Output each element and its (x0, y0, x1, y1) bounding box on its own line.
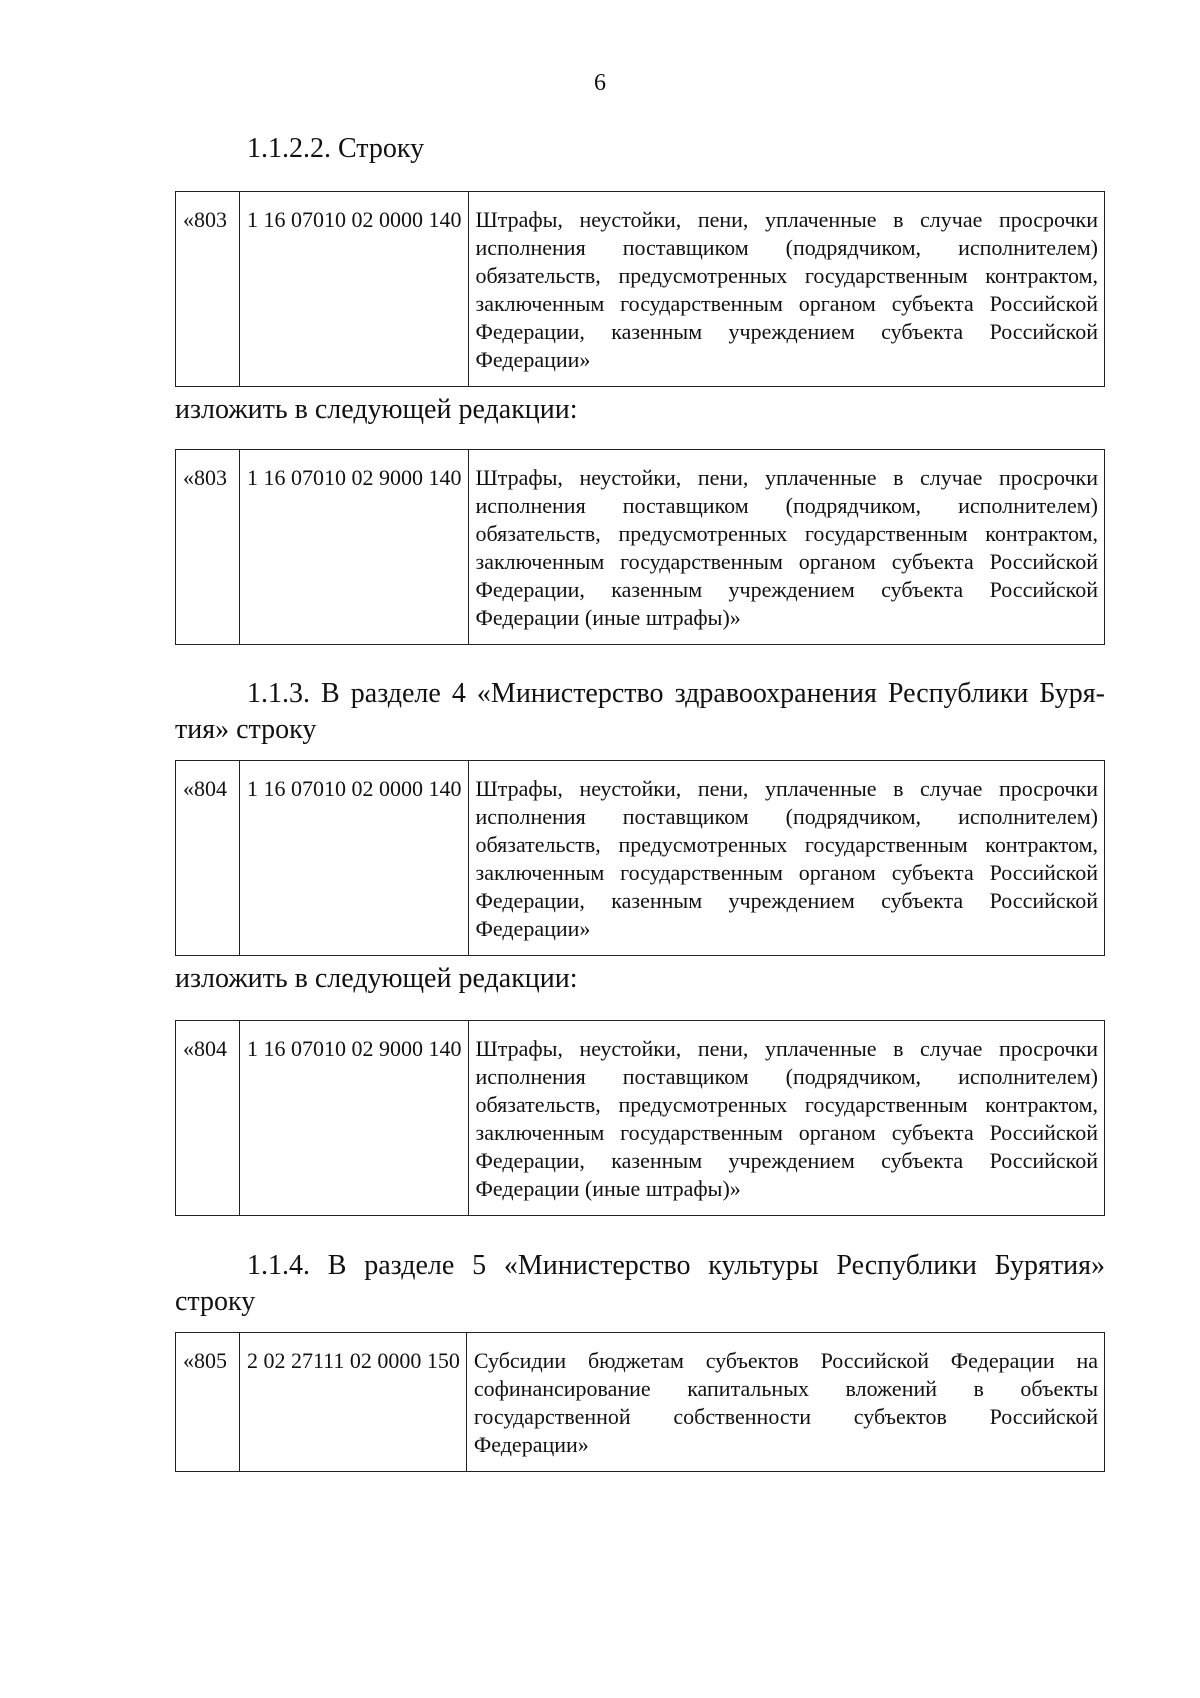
kbk-code-cell: 1 16 07010 02 0000 140 (240, 761, 469, 956)
description-cell: Штрафы, неустойки, пени, уплаченные в случае просрочки исполнения поставщиком (подрядчиком, исполнителем) обязательств, предусмотренных государственным контрактом, заключенным государственным органом субъекта Российской Федерации, казенным учреждением субъекта Российской Федерации» (468, 761, 1105, 956)
paragraph-line: 1.1.4. В разделе 5 «Министерство культуры Республики Бурятия» (247, 1250, 1105, 1281)
table-row (176, 1021, 1105, 1216)
table-row (176, 450, 1105, 645)
admin-code-cell: «804 (176, 1021, 240, 1216)
budget-row-table (175, 1020, 1105, 1216)
page-number: 6 (594, 70, 606, 96)
table-row (176, 761, 1105, 956)
section-heading-1-1-2-2: 1.1.2.2. Строку (247, 133, 425, 164)
description-cell: Штрафы, неустойки, пени, уплаченные в случае просрочки исполнения поставщиком (подрядчиком, исполнителем) обязательств, предусмотренных государственным контрактом, заключенным государственным органом субъекта Российской Федерации, казенным учреждением субъекта Российской Федерации (иные штрафы)» (468, 450, 1105, 645)
admin-code-cell: «803 (176, 192, 240, 387)
admin-code-cell: «804 (176, 761, 240, 956)
instruction-text: изложить в следующей редакции: (175, 394, 578, 425)
admin-code-cell: «803 (176, 450, 240, 645)
description-cell: Штрафы, неустойки, пени, уплаченные в случае просрочки исполнения поставщиком (подрядчиком, исполнителем) обязательств, предусмотренных государственным контрактом, заключенным государственным органом субъекта Российской Федерации, казенным учреждением субъекта Российской Федерации» (468, 192, 1105, 387)
table-row (176, 1333, 1105, 1472)
budget-row-table (175, 760, 1105, 956)
budget-row-table (175, 449, 1105, 645)
description-cell: Субсидии бюджетам субъектов Российской Федерации на софинансирование капитальных вложений в объекты государственной собственности субъектов Российской Федерации» (466, 1333, 1104, 1472)
kbk-code-cell: 1 16 07010 02 0000 140 (240, 192, 469, 387)
admin-code-cell: «805 (176, 1333, 240, 1472)
table-row (176, 192, 1105, 387)
budget-row-table (175, 1332, 1105, 1472)
section-paragraph-1-1-3 (175, 676, 1105, 748)
kbk-code-cell: 1 16 07010 02 9000 140 (240, 1021, 469, 1216)
instruction-text: изложить в следующей редакции: (175, 963, 578, 994)
budget-row-table (175, 191, 1105, 387)
description-cell: Штрафы, неустойки, пени, уплаченные в случае просрочки исполнения поставщиком (подрядчиком, исполнителем) обязательств, предусмотренных государственным контрактом, заключенным государственным органом субъекта Российской Федерации, казенным учреждением субъекта Российской Федерации (иные штрафы)» (468, 1021, 1105, 1216)
section-paragraph-1-1-4 (175, 1248, 1105, 1320)
paragraph-line: тия» строку (175, 714, 317, 745)
kbk-code-cell: 1 16 07010 02 9000 140 (240, 450, 469, 645)
paragraph-line: строку (175, 1286, 256, 1317)
paragraph-line: 1.1.3. В разделе 4 «Министерство здравоохранения Республики Буря- (247, 678, 1105, 709)
kbk-code-cell: 2 02 27111 02 0000 150 (240, 1333, 467, 1472)
